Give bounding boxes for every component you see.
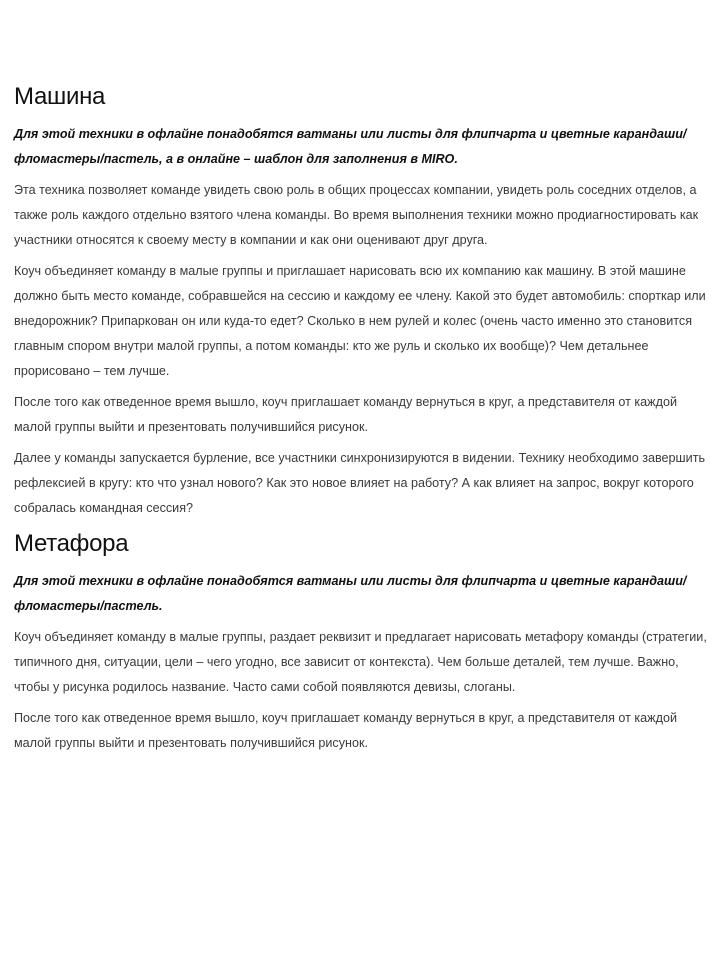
paragraph: Коуч объединяет команду в малые группы и приглашает нарисовать всю их компанию как машину. В этой машине должно быть место команде, собравшейся на сессию и каждому ее члену. Какой это будет автомобиль: спорткар или внедорожник? Припаркован он или куда-то едет? Сколько в нем рулей и колес (очень часто именно это становится главным спором внутри малой группы, а потом команды: кто же руль и сколько их вообще)? Чем детальнее прорисовано – тем лучше.: [14, 264, 706, 378]
section-machine: [14, 80, 714, 521]
article-body: [14, 80, 714, 762]
section-title: Машина: [14, 83, 106, 110]
paragraph: После того как отведенное время вышло, коуч приглашает команду вернуться в круг, а представителя от каждой малой группы выйти и презентовать получившийся рисунок.: [14, 711, 677, 750]
paragraph: После того как отведенное время вышло, коуч приглашает команду вернуться в круг, а представителя от каждой малой группы выйти и презентовать получившийся рисунок.: [14, 395, 677, 434]
section-lead: Для этой техники в офлайне понадобятся ватманы или листы для флипчарта и цветные карандаши/фломастеры/пастель.: [14, 574, 687, 613]
section-title: Метафора: [14, 530, 129, 557]
paragraph: Эта техника позволяет команде увидеть свою роль в общих процессах компании, увидеть роль соседних отделов, а также роль каждого отдельно взятого члена команды. Во время выполнения техники можно продиагностировать как участники относятся к своему месту в компании и как они оценивают друг друга.: [14, 183, 699, 247]
section-lead: Для этой техники в офлайне понадобятся ватманы или листы для флипчарта и цветные карандаши/фломастеры/пастель, а в онлайне – шаблон для заполнения в MIRO.: [14, 127, 687, 166]
paragraph: Коуч объединяет команду в малые группы, раздает реквизит и предлагает нарисовать метафору команды (стратегии, типичного дня, ситуации, цели – чего угодно, все зависит от контекста). Чем больше деталей, тем лучше. Важно, чтобы у рисунка родилось название. Часто сами собой появляются девизы, слоганы.: [14, 630, 707, 694]
paragraph: Далее у команды запускается бурление, все участники синхронизируются в видении. Технику необходимо завершить рефлексией в кругу: кто что узнал нового? Как это новое влияет на работу? А как влияет на запрос, вокруг которого собралась командная сессия?: [14, 451, 706, 515]
section-metaphor: [14, 527, 714, 756]
